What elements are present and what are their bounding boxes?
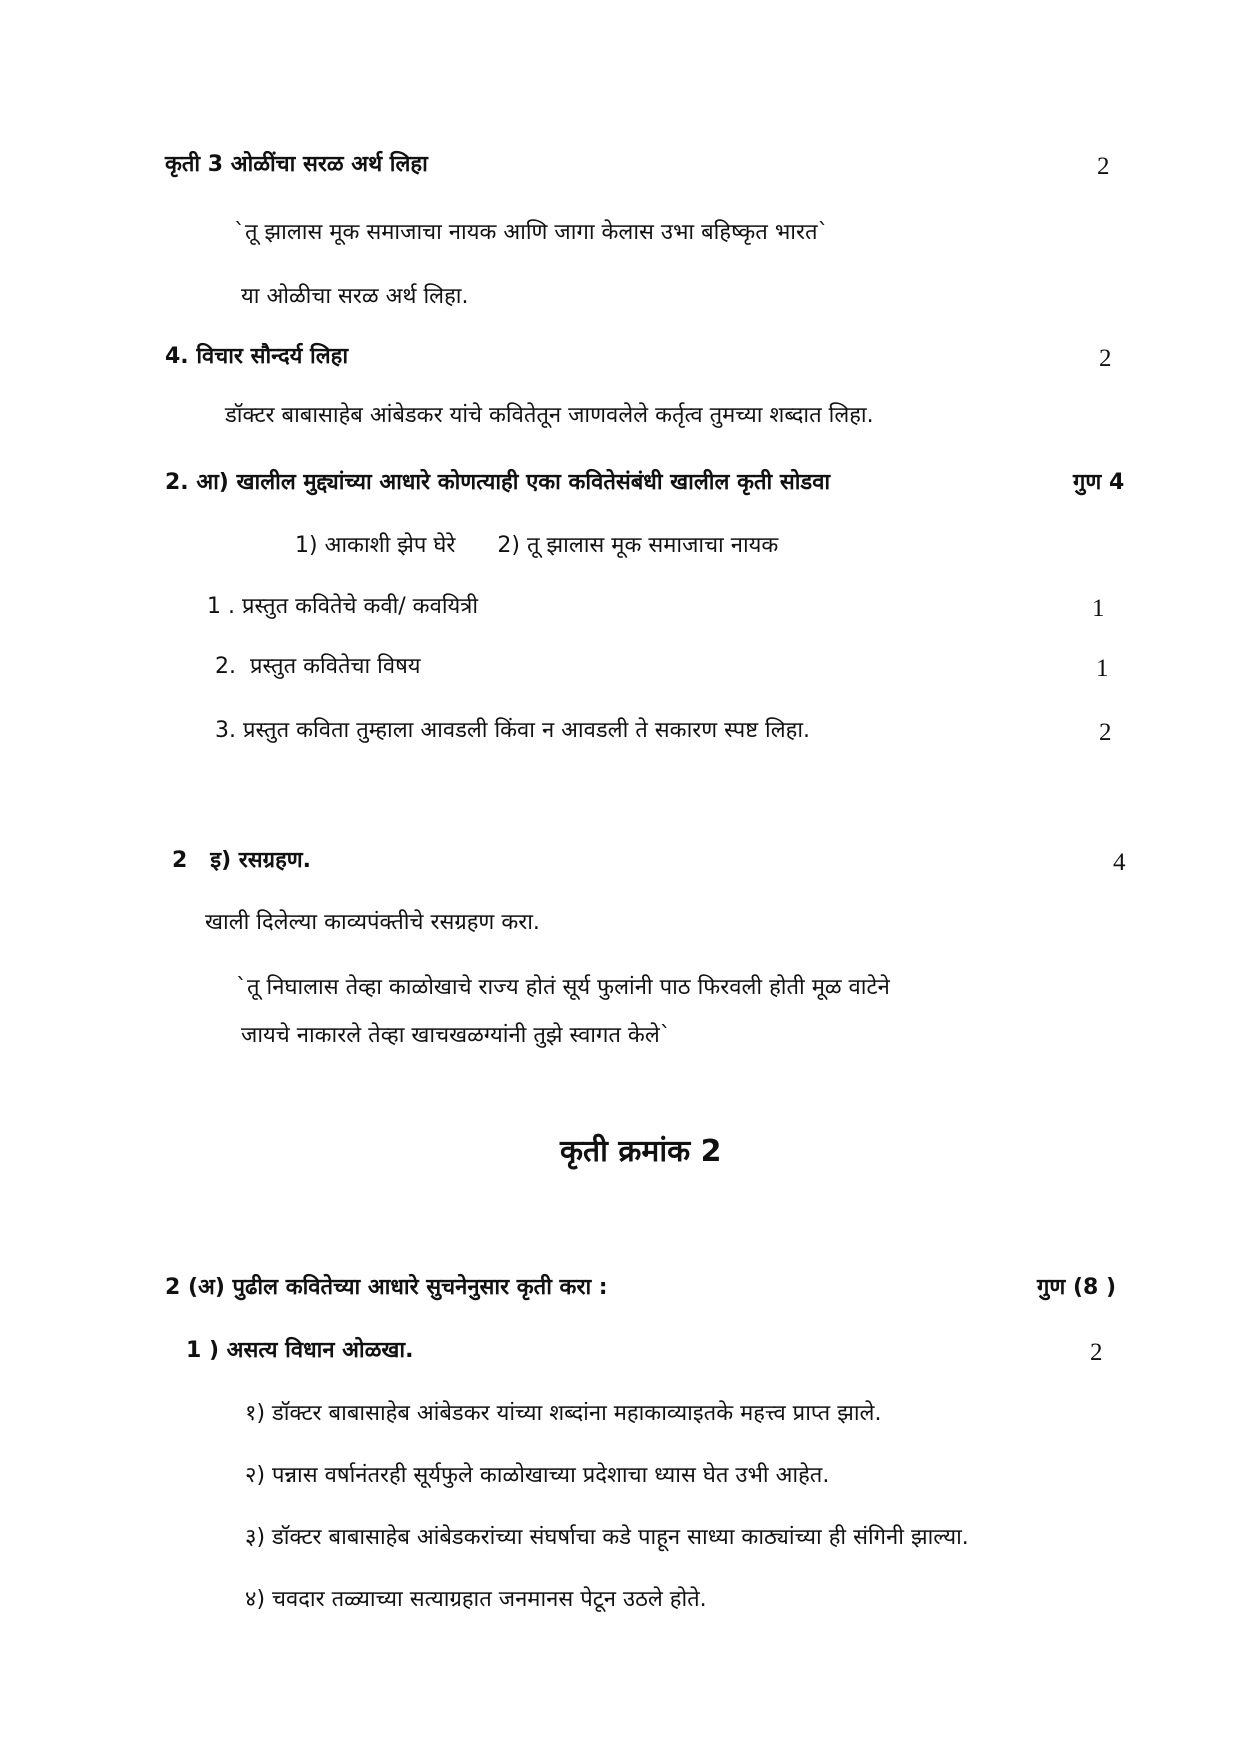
q2i-marks: 4: [1113, 849, 1126, 876]
q2a-heading: 2 (अ) पुढील कवितेच्या आधारे सुचनेनुसार कृती करा :: [165, 1275, 608, 1300]
statement-4: ४) चवदार तळ्याच्या सत्याग्रहात जनमानस पेटून उठले होते.: [245, 1587, 707, 1612]
q2i-quote-line1: `तू निघालास तेव्हा काळोखाचे राज्य होतं सूर्य फुलांनी पाठ फिरवली होती मूळ वाटेने: [236, 975, 890, 1000]
q2aa-item-2-marks: 1: [1096, 655, 1109, 682]
q3-quote: `तू झालास मूक समाजाचा नायक आणि जागा केलास उभा बहिष्कृत भारत`: [234, 220, 829, 245]
q4-heading: 4. विचार सौन्दर्य लिहा: [165, 344, 349, 369]
q4-marks: 2: [1099, 345, 1112, 372]
q2aa-item-1: 1 . प्रस्तुत कवितेचे कवी/ कवयित्री: [207, 594, 479, 619]
q2i-heading: 2 इ) रसग्रहण.: [172, 848, 312, 873]
q2a-sub1-marks: 2: [1090, 1339, 1103, 1366]
statement-3: ३) डॉक्टर बाबासाहेब आंबेडकरांच्या संघर्षाचा कडे पाहून साध्या काठ्यांच्या ही संगिनी झाल्या.: [245, 1525, 969, 1550]
q2aa-heading: 2. आ) खालील मुद्द्यांच्या आधारे कोणत्याही एका कवितेसंबंधी खालील कृती सोडवा: [165, 470, 831, 495]
section-title: कृती क्रमांक 2: [560, 1134, 722, 1169]
q2i-instruction: खाली दिलेल्या काव्यपंक्तीचे रसग्रहण करा.: [205, 910, 540, 935]
q4-text: डॉक्टर बाबासाहेब आंबेडकर यांचे कवितेतून जाणवलेले कर्तृत्व तुमच्या शब्दात लिहा.: [225, 403, 874, 428]
q3-marks: 2: [1097, 153, 1110, 180]
statement-2: २) पन्नास वर्षानंतरही सूर्यफुले काळोखाच्या प्रदेशाचा ध्यास घेत उभी आहेत.: [245, 1463, 830, 1488]
statement-1: १) डॉक्टर बाबासाहेब आंबेडकर यांच्या शब्दांना महाकाव्याइतके महत्त्व प्राप्त झाले.: [245, 1401, 882, 1426]
q2aa-marks: गुण 4: [1073, 470, 1125, 495]
q2a-sub1-heading: 1 ) असत्य विधान ओळखा.: [186, 1338, 414, 1363]
q2aa-item-3: 3. प्रस्तुत कविता तुम्हाला आवडली किंवा न आवडली ते सकारण स्पष्ट लिहा.: [215, 718, 811, 743]
q3-heading: कृती 3 ओळींचा सरळ अर्थ लिहा: [165, 152, 428, 177]
q2aa-item-2: 2. प्रस्तुत कवितेचा विषय: [215, 654, 421, 679]
q2aa-poem-options: 1) आकाशी झेप घेरे 2) तू झालास मूक समाजाचा नायक: [295, 533, 779, 558]
q2a-marks: गुण (8 ): [1037, 1275, 1117, 1300]
q2aa-item-3-marks: 2: [1099, 719, 1112, 746]
q2i-quote-line2: जायचे नाकारले तेव्हा खाचखळग्यांनी तुझे स्वागत केले`: [241, 1023, 671, 1048]
q2aa-item-1-marks: 1: [1092, 595, 1105, 622]
q3-instruction: या ओळीचा सरळ अर्थ लिहा.: [241, 284, 469, 309]
